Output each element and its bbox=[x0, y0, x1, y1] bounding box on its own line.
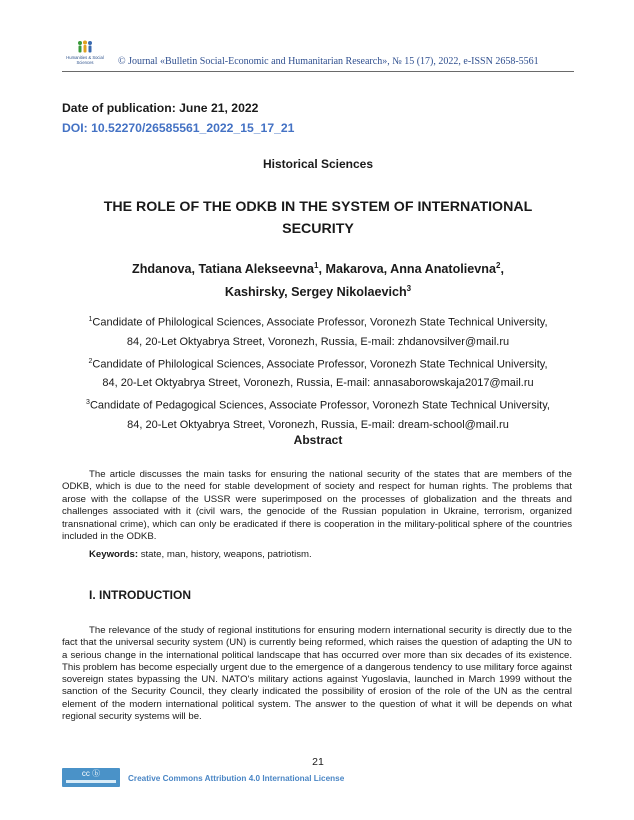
author-2: , Makarova, Anna Anatolievna bbox=[318, 262, 496, 277]
journal-citation: © Journal «Bulletin Social-Economic and Humanitarian Research», № 15 (17), 2022, e-ISSN 2658-5561 bbox=[118, 56, 539, 67]
doi-link[interactable]: DOI: 10.52270/26585561_2022_15_17_21 bbox=[62, 121, 295, 135]
affiliation-1-line-2: 84, 20-Let Oktyabrya Street, Voronezh, Russia, E-mail: zhdanovsilver@mail.ru bbox=[126, 335, 510, 348]
header-divider bbox=[62, 71, 574, 72]
affiliation-2-sup: 2 bbox=[88, 357, 93, 365]
affiliation-1 bbox=[62, 310, 574, 333]
logo-text-line-2: Sciences bbox=[76, 60, 94, 65]
author-3-sup: 3 bbox=[406, 284, 412, 294]
abstract-text: The article discusses the main tasks for ensuring the national security of the states that are members of the ODKB, which is due to the need for stable development of society and respect for human rights. The problems that arose with the collapse of the USSR were superimposed on the processes of globalization and the threats and challenges associated with it (civil wars, the genocide of the Russian population in Ukraine, terrorism, organized transnational crime), which can only be eradicated if there is cooperation in the military-political sphere of the countries included in the ODKB. bbox=[62, 469, 572, 543]
author-2-sup: 2 bbox=[496, 261, 501, 270]
affiliation-1-line-1: Candidate of Philological Sciences, Associate Professor, Voronezh State Technical University, bbox=[92, 316, 548, 329]
keywords-list: state, man, history, weapons, patriotism. bbox=[138, 549, 312, 560]
affiliation-2 bbox=[62, 352, 574, 375]
section-heading: Historical Sciences bbox=[262, 157, 374, 171]
affiliations-block bbox=[62, 310, 574, 435]
affiliation-3-sup: 3 bbox=[86, 399, 90, 407]
introduction-text: The relevance of the study of regional institutions for ensuring modern international security is directly due to the fact that the universal security system (UN) is currently being reformed, which raises the question of adapting the UN to a serious change in the international political landscape that has occurred over more than six decades of its existence. This problem has become especially urgent due to the emergence of a dangerous tendency to use military force against sovereign states bypassing the UN. NATO's military actions against Yugoslavia, launched in March 1999 without the sanction of the Security Council, they clearly indicated the possibility of erosion of the role of the UN as the central element of the modern international political system. The answer to the question of what it will be depends on what regional security systems will be. bbox=[62, 625, 572, 723]
article-title bbox=[62, 196, 574, 240]
keywords bbox=[89, 549, 312, 560]
authors-line-1 bbox=[62, 256, 574, 279]
journal-logo bbox=[62, 40, 108, 65]
author-2-tail: , bbox=[500, 262, 504, 277]
affiliation-3-line-1: Candidate of Pedagogical Sciences, Associate Professor, Voronezh State Technical University, bbox=[89, 399, 550, 412]
cc-by-icon: cc ⓑ bbox=[81, 769, 101, 778]
cc-license-badge[interactable] bbox=[62, 768, 120, 787]
keywords-label: Keywords: bbox=[89, 549, 139, 560]
affiliation-1-sup: 1 bbox=[88, 316, 93, 323]
author-1-sup: 1 bbox=[314, 261, 319, 270]
introduction-heading: I. INTRODUCTION bbox=[89, 588, 191, 602]
abstract-heading: Abstract bbox=[293, 433, 343, 447]
author-3: Kashirsky, Sergey Nikolaevich bbox=[224, 285, 407, 300]
authors-block bbox=[62, 256, 574, 302]
affiliation-2-line-2: 84, 20-Let Oktyabrya Street, Voronezh, Russia, E-mail: annasaborowskaja2017@mail.ru bbox=[102, 377, 534, 390]
affiliation-3-line-2: 84, 20-Let Oktyabrya Street, Voronezh, Russia, E-mail: dream-school@mail.ru bbox=[127, 418, 509, 431]
cc-badge-strip bbox=[66, 780, 116, 783]
author-1: Zhdanova, Tatiana Alekseevna bbox=[132, 262, 315, 277]
authors-line-2 bbox=[62, 279, 574, 302]
affiliation-3 bbox=[62, 393, 574, 416]
logo-text-line-1: Humanities & Social bbox=[66, 55, 104, 60]
people-logo-icon bbox=[75, 40, 95, 54]
title-line-2: SECURITY bbox=[282, 221, 354, 237]
page-number: 21 bbox=[312, 756, 324, 768]
publication-date: Date of publication: June 21, 2022 bbox=[62, 101, 259, 115]
affiliation-2-line-1: Candidate of Philological Sciences, Associate Professor, Voronezh State Technical University, bbox=[92, 358, 548, 371]
license-link[interactable]: Creative Commons Attribution 4.0 International License bbox=[128, 774, 345, 783]
title-line-1: THE ROLE OF THE ODKB IN THE SYSTEM OF INTERNATIONAL bbox=[103, 199, 533, 215]
